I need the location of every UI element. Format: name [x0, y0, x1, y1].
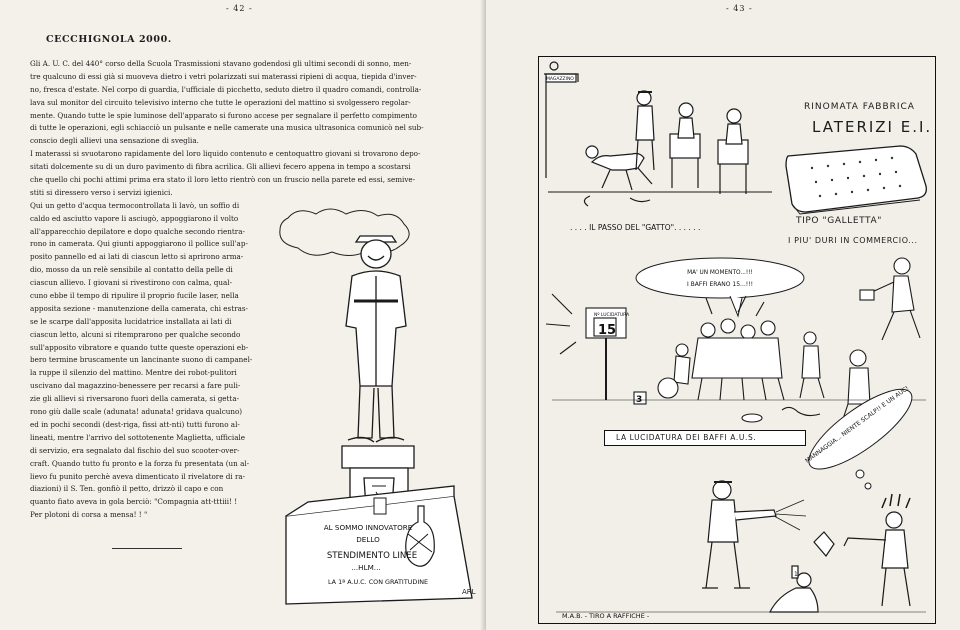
text-line: Per plotoni di corsa a mensa! ! " — [30, 510, 148, 520]
baffi-caption: LA LUCIDATURA DEI BAFFI A.U.S. — [616, 433, 757, 442]
speech-bubble-line-1: MA' UN MOMENTO...!!! — [687, 270, 753, 276]
right-page — [486, 0, 960, 630]
small-number: 3 — [636, 395, 643, 405]
text-line: zie gli allievi si riversarono fuori della camerata, si getta- — [30, 394, 240, 404]
board-label: Nº LUCIDATURA — [594, 313, 630, 318]
statue-illustration — [268, 206, 480, 606]
text-line: che quello chi pochi attimi prima era stato il loro letto rientrò con un fruscio nella parete ed essi, semive- — [30, 175, 416, 185]
cartoon-gatto-panel — [540, 58, 780, 234]
plaque-line-2: DELLO — [356, 535, 380, 544]
text-line: uscivano dal magazzino-benessere per recarsi a fare puli- — [30, 381, 241, 391]
text-line: lava sul monitor del circuito televisivo interno che tutte le operazioni del mattino si svolgessero regolar- — [30, 97, 411, 107]
text-line: Gli A. U. C. del 440° corso della Scuola Trasmissioni stavano godendosi gli ultimi secondi di sonno, men- — [30, 59, 412, 68]
ad-title-1: RINOMATA FABBRICA — [804, 102, 915, 112]
text-line: conscio degli allievi una sensazione di sveglia. — [30, 136, 199, 146]
cartoon-raffiche-panel — [542, 366, 934, 622]
text-line: dio, mosso da un relè sensibile al contatto della pelle di — [30, 265, 233, 275]
ad-title-2: LATERIZI E.I. — [812, 118, 933, 136]
text-line: craft. Quando tutto fu pronto e la forza fu presentata (un al- — [30, 458, 250, 468]
plaque-line-5: LA 1ª A.U.C. CON GRATITUDINE — [327, 578, 429, 586]
text-line: I materassi si svuotarono rapidamente del loro liquido contenuto e centoquattro giovani si trovarono depo- — [30, 149, 421, 159]
text-line: se le scarpe dall'apposita lucidatrice installata ai lati di — [30, 316, 232, 326]
page-title: CECCHIGNOLA 2000. — [46, 34, 172, 45]
text-line: Qui un getto d'acqua termocontrollata li lavò, un soffio di — [30, 200, 240, 210]
text-line: posito pannello ed ai lati di ciascun letto si aprirono arma- — [30, 252, 244, 262]
text-line: rono giù dalle scale (adunata! adunata! gridava qualcuno) — [30, 407, 243, 417]
storehouse-sign: MAGAZZINO — [546, 77, 574, 82]
thought-bubble-text: MANNAGGIA... NIENTE SCALP!! E UN AUC! — [804, 384, 911, 465]
text-line: ed in pochi secondi (dest-riga, fissi att-nti) tutti furono al- — [30, 419, 240, 429]
ad-caption-duri: I PIU' DURI IN COMMERCIO... — [788, 236, 918, 245]
text-line: lineati, mentre l'arrivo del sottotenente Maglietta, ufficiale — [30, 432, 246, 442]
text-line: di tutte le operazioni, egli schiacciò un pulsante e nelle camerate una musica ultrasonica comunicò nel sub- — [30, 123, 424, 133]
artist-signature: ARL — [462, 588, 476, 596]
text-line: cuno ebbe il tempo di ripulire il proprio fucile laser, nella — [30, 291, 239, 301]
text-line: diazioni) il S. Ten. gonfiò il petto, drizzò il capo e con — [30, 484, 224, 494]
text-line: sitati dolcemente su di un duro pavimento di fibra acrilica. Gli allievi fecero appena in tempo a scostarsi — [30, 162, 411, 172]
text-line: bero termine bruscamente un lancinante suono di campanel- — [30, 355, 253, 365]
plaque-line-4: ...HLM... — [351, 563, 381, 572]
text-line: di servizio, era segnalato dal fischio del suo scooter-over- — [30, 445, 240, 455]
raffiche-caption: M.A.B. - TIRO A RAFFICHE - — [562, 612, 650, 620]
galletta-brick — [782, 142, 932, 216]
left-page-number: - 42 - — [226, 4, 253, 13]
gatto-caption: . . . . IL PASSO DEL "GATTO". . . . . . — [570, 223, 701, 232]
board-number: 15 — [598, 323, 617, 338]
plaque-line-3: STENDIMENTO LINEE — [326, 551, 418, 561]
text-line: apposita sezione - manutenzione della camerata, chi estras- — [30, 303, 248, 313]
text-line: caldo ed asciutto vapore li asciugò, appoggiarono il volto — [30, 213, 239, 223]
text-line: stiti si diressero verso i servizi igienici. — [30, 187, 173, 197]
right-page-number: - 43 - — [726, 4, 753, 13]
ad-caption-galletta: TIPO "GALLETTA" — [796, 216, 882, 226]
marker-number: 1 — [794, 571, 798, 578]
text-line: tre qualcuno di essi già si muoveva dietro i vetri polarizzati sui materassi ripieni di acqua, tiepida d'inver- — [30, 71, 417, 81]
plaque-line-1: AL SOMMO INNOVATORE — [323, 523, 413, 532]
text-line: lievo fu punito perchè aveva dimenticato il rivelatore di ra- — [30, 471, 246, 481]
text-line: no, fresca d'estate. Nel corpo di guardia, l'ufficiale di picchetto, seduto dietro il quadro comandi, controlla- — [30, 84, 422, 94]
text-line: mente. Quando tutte le spie luminose dell'apparato si furono accese per segnalare il perfetto compimento — [30, 110, 417, 120]
text-line: sull'apposito vibratore e quando tutte queste operazioni eb- — [30, 342, 249, 352]
speech-bubble-line-2: I BAFFI ERANO 15...!!! — [687, 281, 753, 288]
text-line: ciascun allievo. I giovani si rivestirono con calma, qual- — [30, 278, 233, 288]
text-line: quanto fiato aveva in gola berciò: "Compagnia att-tttiii! ! — [30, 497, 238, 507]
text-line: ciascun letto, alcuni si ritemprarono per qualche secondo — [30, 329, 241, 339]
text-line: rono in camerata. Qui giunti appoggiarono il pollice sull'ap- — [30, 239, 248, 249]
text-line: la ruppe il silenzio del mattino. Mentre dei robot-pulitori — [30, 368, 237, 378]
section-separator — [112, 548, 182, 549]
text-line: all'apparecchio depilatore e dopo qualche secondo rientra- — [30, 226, 245, 236]
